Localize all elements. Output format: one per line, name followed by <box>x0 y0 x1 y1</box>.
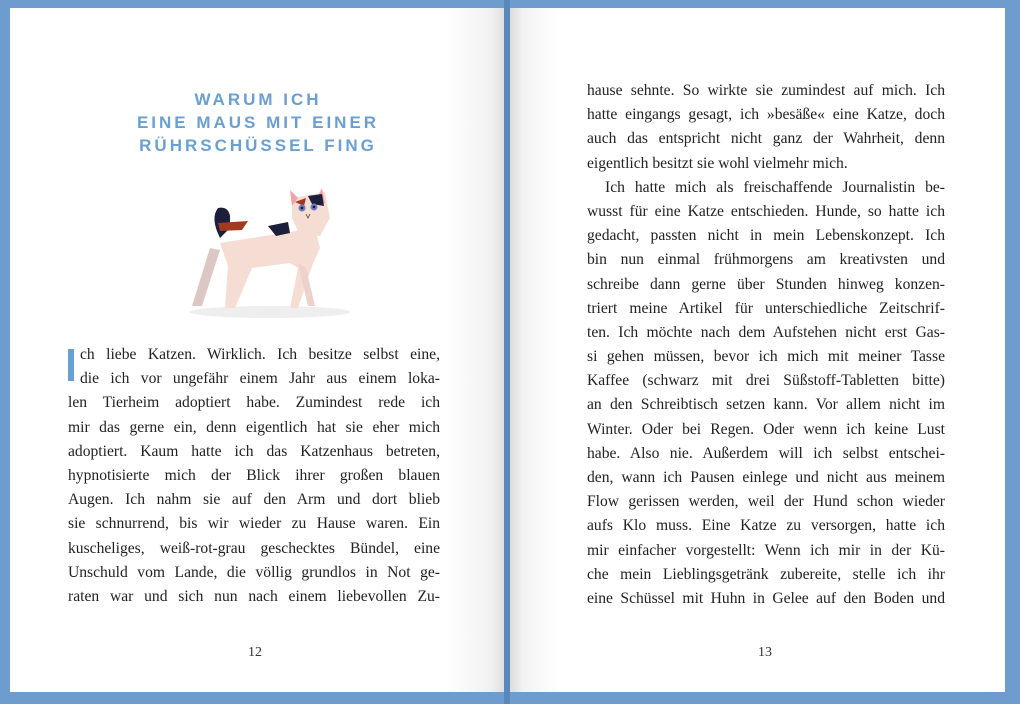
text-line: mir einfacher vorgestellt: Wenn ich mir in der Kü- <box>587 541 945 559</box>
text-line: aufs Klo muss. Eine Katze zu versorgen, hatte ich <box>587 517 945 535</box>
text-line: Ich hatte mich als freischaffende Journalistin be- <box>605 178 945 196</box>
text-line: schreibe dann gerne über Stunden hinweg konzen- <box>587 275 945 293</box>
text-line: wusst für eine Katze entschieden. Hunde, so hatte ich <box>587 202 945 220</box>
text-line: ch liebe Katzen. Wirklich. Ich besitze selbst eine, <box>80 346 440 363</box>
text-line: sie schnurrend, bis wir wieder zu Hause waren. Ein <box>68 515 440 533</box>
text-line: den, wann ich Pausen einlege und nicht aus meinem <box>587 469 945 486</box>
title-line: EINE MAUS MIT EINER <box>136 113 380 132</box>
text-line: eine Schüssel mit Huhn in Gelee auf den Boden und <box>587 589 945 607</box>
text-line: hypnotisierte mich der Blick ihrer großen blauen <box>68 466 440 484</box>
title-line: WARUM ICH <box>194 90 322 109</box>
text-line: hause sehnte. So wirkte sie zumindest auf mich. Ich <box>587 82 945 99</box>
text-line: Unschuld vom Lande, die völlig grundlos in Not ge- <box>68 563 440 581</box>
cat-illustration <box>180 178 360 328</box>
text-line: habe. Also nie. Außerdem will ich selbst entschei- <box>587 444 945 462</box>
text-line: che mein Lieblingsgetränk zubereite, stelle ich ihr <box>587 565 945 583</box>
text-line: triert meine Artikel für unterschiedliche Zeitschrif- <box>587 299 945 317</box>
text-line: ten. Ich möchte nach dem Aufstehen nicht erst Gas- <box>587 323 945 341</box>
text-line: si gehen müssen, bevor ich mich mit meiner Tasse <box>587 348 945 366</box>
text-line: Winter. Oder bei Regen. Oder wenn ich keine Lust <box>587 420 945 438</box>
text-line: mir das gerne ein, denn eigentlich hat sie eher mich <box>68 418 440 436</box>
text-line: kuscheliges, weiß-rot-grau geschecktes Bündel, eine <box>68 539 440 557</box>
book-spine <box>504 0 510 704</box>
text-line: hatte eingangs gesagt, ich »besäße« eine Katze, doch <box>587 106 945 124</box>
text-line: eigentlich besitzt sie wohl vielmehr mich. <box>587 154 848 172</box>
text-line: Flow gerissen werden, weil der Hund schon wieder <box>587 493 945 511</box>
body-text-left <box>68 343 440 609</box>
text-line: an den Schreibtisch setzen kann. Vor allem nicht im <box>587 396 945 414</box>
text-line: bin nun einmal frühmorgens am kreativsten und <box>587 251 945 269</box>
text-line: Augen. Ich nahm sie auf den Arm und dort blieb <box>68 491 440 509</box>
page-number: 12 <box>248 645 262 660</box>
chapter-title <box>10 88 506 157</box>
body-text-right <box>587 79 945 611</box>
text-line: adoptiert. Kaum hatte ich das Katzenhaus betreten, <box>68 442 440 460</box>
drop-cap-bar <box>68 349 74 381</box>
title-line: RÜHRSCHÜSSEL FING <box>139 136 377 155</box>
text-line: raten war und sich nun nach einem liebevollen Zu- <box>68 587 440 605</box>
text-line: die ich vor ungefähr einem Jahr aus einem loka- <box>80 370 440 388</box>
text-line: gedacht, passten nicht in mein Lebenskonzept. Ich <box>587 227 945 245</box>
text-line: Kaffee (schwarz mit drei Süßstoff-Tabletten bitte) <box>587 372 945 390</box>
text-line: auch das entspricht nicht ganz der Wahrheit, denn <box>587 130 945 148</box>
page-number: 13 <box>758 645 772 660</box>
text-line: len Tierheim adoptiert habe. Zumindest rede ich <box>68 394 440 412</box>
